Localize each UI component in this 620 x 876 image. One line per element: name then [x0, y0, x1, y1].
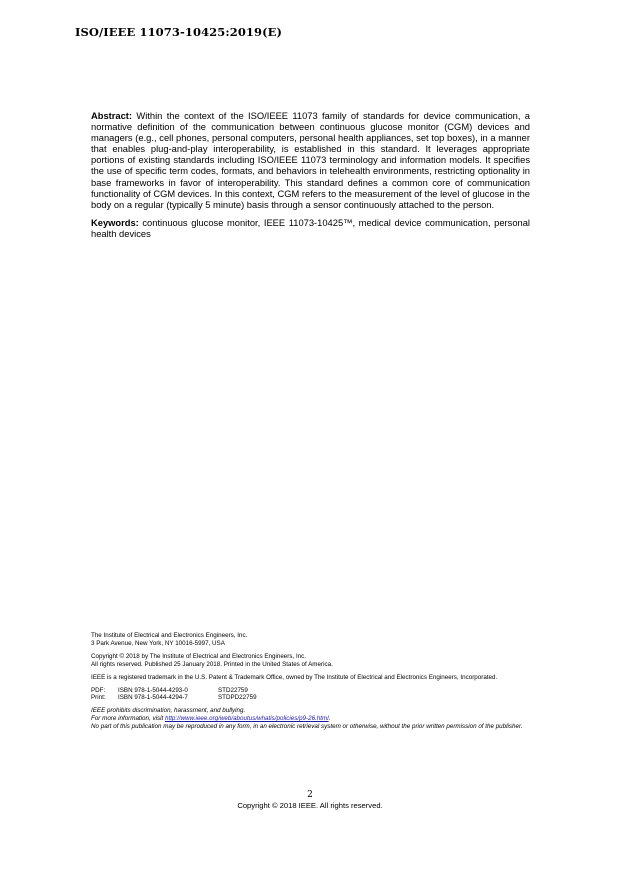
- page-number: 2: [307, 790, 313, 800]
- policy-line-1: IEEE prohibits discrimination, harassment, and bullying.: [91, 707, 246, 715]
- abstract-paragraph: [91, 111, 530, 211]
- footer-copyright: Copyright © 2018 IEEE. All rights reserved.: [237, 801, 383, 810]
- isbn-format: PDF:: [91, 686, 106, 694]
- publisher-address: 3 Park Avenue, New York, NY 10016-5997, USA: [91, 639, 225, 647]
- document-id-header: ISO/IEEE 11073-10425:2019(E): [75, 25, 283, 39]
- copyright-line-2: All rights reserved. Published 25 January 2018. Printed in the United States of America.: [91, 660, 333, 668]
- isbn-block: [91, 687, 531, 703]
- policy-line-2-suffix: .: [328, 715, 331, 723]
- policy-line-2-prefix: For more information, visit: [91, 715, 165, 723]
- isbn-std: STDPD22759: [218, 694, 257, 702]
- isbn-row-pdf: [91, 687, 531, 695]
- policy-link[interactable]: http://www.ieee.org/web/aboutus/whatis/policies/p9-26.html: [164, 715, 329, 723]
- publisher-address-block: [91, 632, 531, 648]
- abstract-section: [91, 111, 530, 247]
- copyright-block: [91, 653, 531, 669]
- publisher-name: The Institute of Electrical and Electronics Engineers, Inc.: [91, 632, 248, 639]
- isbn-format: Print:: [91, 694, 106, 702]
- keywords-paragraph: [91, 218, 530, 240]
- policy-line-3: No part of this publication may be reproduced in any form, in an electronic retrieval system or otherwise, without the prior written permission of the publisher.: [91, 723, 523, 731]
- trademark-notice: IEEE is a registered trademark in the U.S. Patent & Trademark Office, owned by The Institute of Electrical and Electronics Engineers, Incorporated.: [91, 673, 498, 681]
- abstract-text: Within the context of the ISO/IEEE 11073 family of standards for device communication, a normative definition of the communication between continuous glucose monitor (CGM) devices and managers (e.g., cell phones, personal computers, personal health appliances, set top boxes), in a manner that enables plug-and-play interoperability, is established in this standard. It leverages appropriate portions of existing standards including ISO/IEEE 11073 terminology and information models. It specifies the use of specific term codes, formats, and behaviors in telehealth environments, restricting optionality in base frameworks in favor of interoperability. This standard defines a common core of communication functionality of CGM devices. In this context, CGM refers to the measurement of the level of glucose in the body on a regular (typically 5 minute) basis through a sensor continuously attached to the person.: [91, 111, 530, 210]
- keywords-text: continuous glucose monitor, IEEE 11073-10425™, medical device communication, personal health devices: [91, 217, 530, 239]
- isbn-row-print: [91, 694, 531, 702]
- policy-block: [91, 707, 531, 731]
- publisher-info: [91, 632, 531, 736]
- copyright-line-1: Copyright © 2018 by The Institute of Electrical and Electronics Engineers, Inc.: [91, 652, 307, 660]
- isbn-number: ISBN 978-1-5044-4294-7: [118, 694, 188, 702]
- keywords-label: Keywords:: [91, 217, 139, 228]
- abstract-label: Abstract:: [91, 111, 133, 121]
- isbn-std: STD22759: [218, 686, 248, 694]
- page-footer: [0, 790, 620, 811]
- isbn-number: ISBN 978-1-5044-4293-0: [118, 686, 188, 694]
